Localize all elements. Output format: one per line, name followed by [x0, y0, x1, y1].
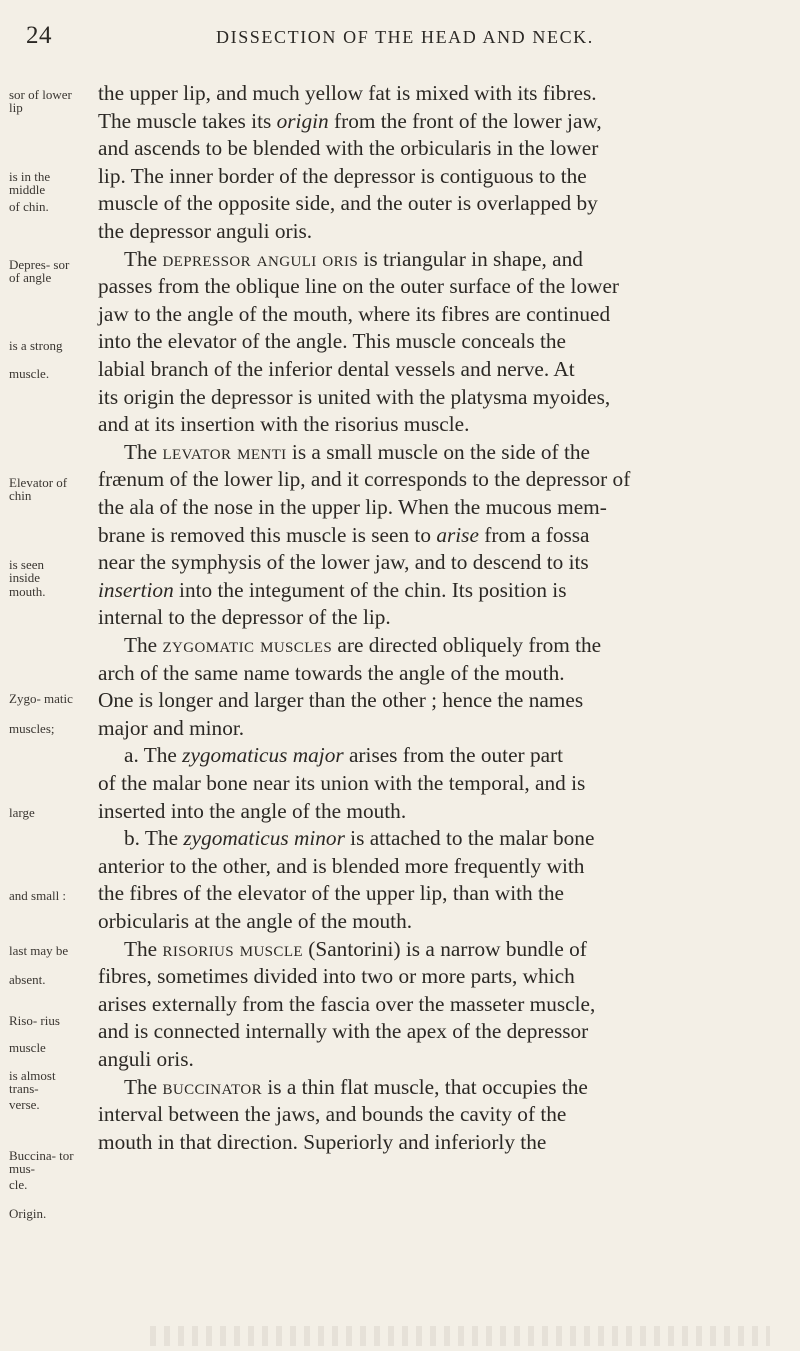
text-run: jaw to the angle of the mouth, where its fibres are continued	[98, 302, 611, 326]
text-run: the ala of the nose in the upper lip. When the mucous mem-	[98, 495, 607, 519]
page-header	[26, 18, 774, 52]
text-run: its origin the depressor is united with the platysma myoides,	[98, 385, 611, 409]
text-line	[98, 963, 575, 990]
text-line	[98, 798, 406, 825]
margin-note: Origin.	[9, 1206, 47, 1221]
margin-note: Buccina- tor mus-	[9, 1148, 74, 1176]
margin-note: is in the middle	[9, 169, 51, 197]
text-run: muscle of the opposite side, and the outer is overlapped by	[98, 191, 598, 215]
text-run: arises externally from the fascia over the masseter muscle,	[98, 992, 596, 1016]
text-run: the depressor anguli oris.	[98, 219, 313, 243]
text-run: is attached to the malar bone	[344, 826, 595, 850]
text-line	[98, 273, 619, 300]
text-run: interval between the jaws, and bounds the cavity of the	[98, 1102, 567, 1126]
text-line	[124, 439, 590, 466]
text-run: brane is removed this muscle is seen to	[98, 523, 437, 547]
text-line	[98, 494, 607, 521]
text-run: labial branch of the inferior dental vessels and nerve. At	[98, 357, 575, 381]
italic-term: zygomaticus major	[182, 743, 344, 767]
small-caps-term: risorius muscle	[162, 937, 303, 961]
margin-note: mouth.	[9, 584, 46, 599]
text-line	[98, 135, 598, 162]
text-run: frænum of the lower lip, and it corresponds to the depressor of	[98, 467, 631, 491]
text-line	[98, 190, 598, 217]
text-run: is a small muscle on the side of the	[286, 440, 590, 464]
text-run: (Santorini) is a narrow bundle of	[302, 937, 587, 961]
margin-note: muscles;	[9, 721, 55, 736]
text-line	[98, 1046, 194, 1073]
text-run: anterior to the other, and is blended more frequently with	[98, 854, 585, 878]
italic-term: zygomaticus minor	[183, 826, 345, 850]
text-line	[98, 1129, 546, 1156]
italic-term: arise	[436, 523, 479, 547]
text-line	[98, 1018, 588, 1045]
text-run: mouth in that direction. Superiorly and inferiorly the	[98, 1130, 547, 1154]
text-line	[98, 880, 564, 907]
text-line	[98, 163, 587, 190]
text-line	[98, 715, 244, 742]
text-run: near the symphysis of the lower jaw, and to descend to its	[98, 550, 589, 574]
text-line	[98, 1101, 566, 1128]
text-line	[98, 770, 585, 797]
text-run: is a thin flat muscle, that occupies the	[262, 1075, 588, 1099]
text-run: and ascends to be blended with the orbicularis in the lower	[98, 136, 599, 160]
margin-note: cle.	[9, 1177, 28, 1192]
text-run: and at its insertion with the risorius muscle.	[98, 412, 470, 436]
text-run: the fibres of the elevator of the upper lip, than with the	[98, 881, 565, 905]
text-line	[98, 218, 312, 245]
text-run: The muscle takes its	[98, 109, 277, 133]
text-run: the upper lip, and much yellow fat is mixed with its fibres.	[98, 81, 597, 105]
margin-note: and small :	[9, 888, 67, 903]
text-run: The	[124, 440, 163, 464]
margin-note: verse.	[9, 1097, 40, 1112]
text-line	[98, 853, 584, 880]
text-line	[98, 80, 597, 107]
text-run: The	[124, 937, 163, 961]
text-line	[124, 632, 601, 659]
text-run: arises from the outer part	[343, 743, 564, 767]
text-line	[98, 108, 602, 135]
text-run: passes from the oblique line on the outer surface of the lower	[98, 274, 620, 298]
text-line	[98, 687, 583, 714]
text-line	[98, 466, 630, 493]
small-caps-term: depressor anguli oris	[162, 247, 359, 271]
text-run: The	[124, 1075, 163, 1099]
small-caps-term: levator menti	[162, 440, 287, 464]
text-line	[98, 411, 469, 438]
text-line	[98, 522, 590, 549]
text-line	[124, 742, 563, 769]
margin-note: Riso- rius	[9, 1013, 60, 1028]
margin-note: is a strong	[9, 338, 63, 353]
text-run: is triangular in shape, and	[358, 247, 583, 271]
small-caps-term: zygomatic muscles	[162, 633, 333, 657]
margin-note: last may be	[9, 943, 69, 958]
text-line	[98, 577, 567, 604]
text-run: into the integument of the chin. Its position is	[173, 578, 567, 602]
text-run: The	[124, 633, 163, 657]
text-run: are directed obliquely from the	[332, 633, 602, 657]
text-line	[98, 384, 610, 411]
text-line	[98, 660, 565, 687]
margin-note: is almost trans-	[9, 1068, 56, 1096]
text-run: anguli oris.	[98, 1047, 194, 1071]
text-run: from a fossa	[478, 523, 590, 547]
text-run: orbicularis at the angle of the mouth.	[98, 909, 413, 933]
text-line	[98, 991, 595, 1018]
bottom-edge-smudge	[150, 1326, 770, 1346]
text-run: into the elevator of the angle. This muscle conceals the	[98, 329, 566, 353]
text-run: internal to the depressor of the lip.	[98, 605, 391, 629]
text-run: lip. The inner border of the depressor is contiguous to the	[98, 164, 587, 188]
margin-note: is seen inside	[9, 557, 45, 585]
text-run: and is connected internally with the apex of the depressor	[98, 1019, 589, 1043]
text-line	[98, 356, 575, 383]
text-line	[98, 328, 566, 355]
margin-note: absent.	[9, 972, 46, 987]
text-line	[98, 301, 610, 328]
margin-note: muscle	[9, 1040, 46, 1055]
text-line	[98, 549, 589, 576]
margin-note: Zygo- matic	[9, 691, 73, 706]
page-number: 24	[26, 22, 52, 49]
text-line	[98, 604, 391, 631]
text-line	[124, 936, 587, 963]
small-caps-term: buccinator	[162, 1075, 263, 1099]
margin-note: of chin.	[9, 199, 49, 214]
text-run: of the malar bone near its union with the temporal, and is	[98, 771, 586, 795]
margin-note: large	[9, 805, 35, 820]
text-run: One is longer and larger than the other ; hence the names	[98, 688, 584, 712]
text-run: arch of the same name towards the angle of the mouth.	[98, 661, 565, 685]
text-run: fibres, sometimes divided into two or more parts, which	[98, 964, 575, 988]
text-line	[124, 825, 594, 852]
text-run: b. The	[124, 826, 184, 850]
text-line	[124, 1074, 588, 1101]
margin-note: sor of lower lip	[9, 87, 72, 115]
margin-note: muscle.	[9, 366, 50, 381]
margin-note: Depres- sor of angle	[9, 257, 70, 285]
text-run: a. The	[124, 743, 183, 767]
text-line	[124, 246, 583, 273]
italic-term: origin	[276, 109, 329, 133]
text-run: from the front of the lower jaw,	[328, 109, 602, 133]
margin-note: Elevator of chin	[9, 475, 68, 503]
italic-term: insertion	[98, 578, 174, 602]
text-run: major and minor.	[98, 716, 245, 740]
text-run: The	[124, 247, 163, 271]
text-run: inserted into the angle of the mouth.	[98, 799, 407, 823]
text-line	[98, 908, 412, 935]
running-head: DISSECTION OF THE HEAD AND NECK.	[216, 27, 594, 47]
